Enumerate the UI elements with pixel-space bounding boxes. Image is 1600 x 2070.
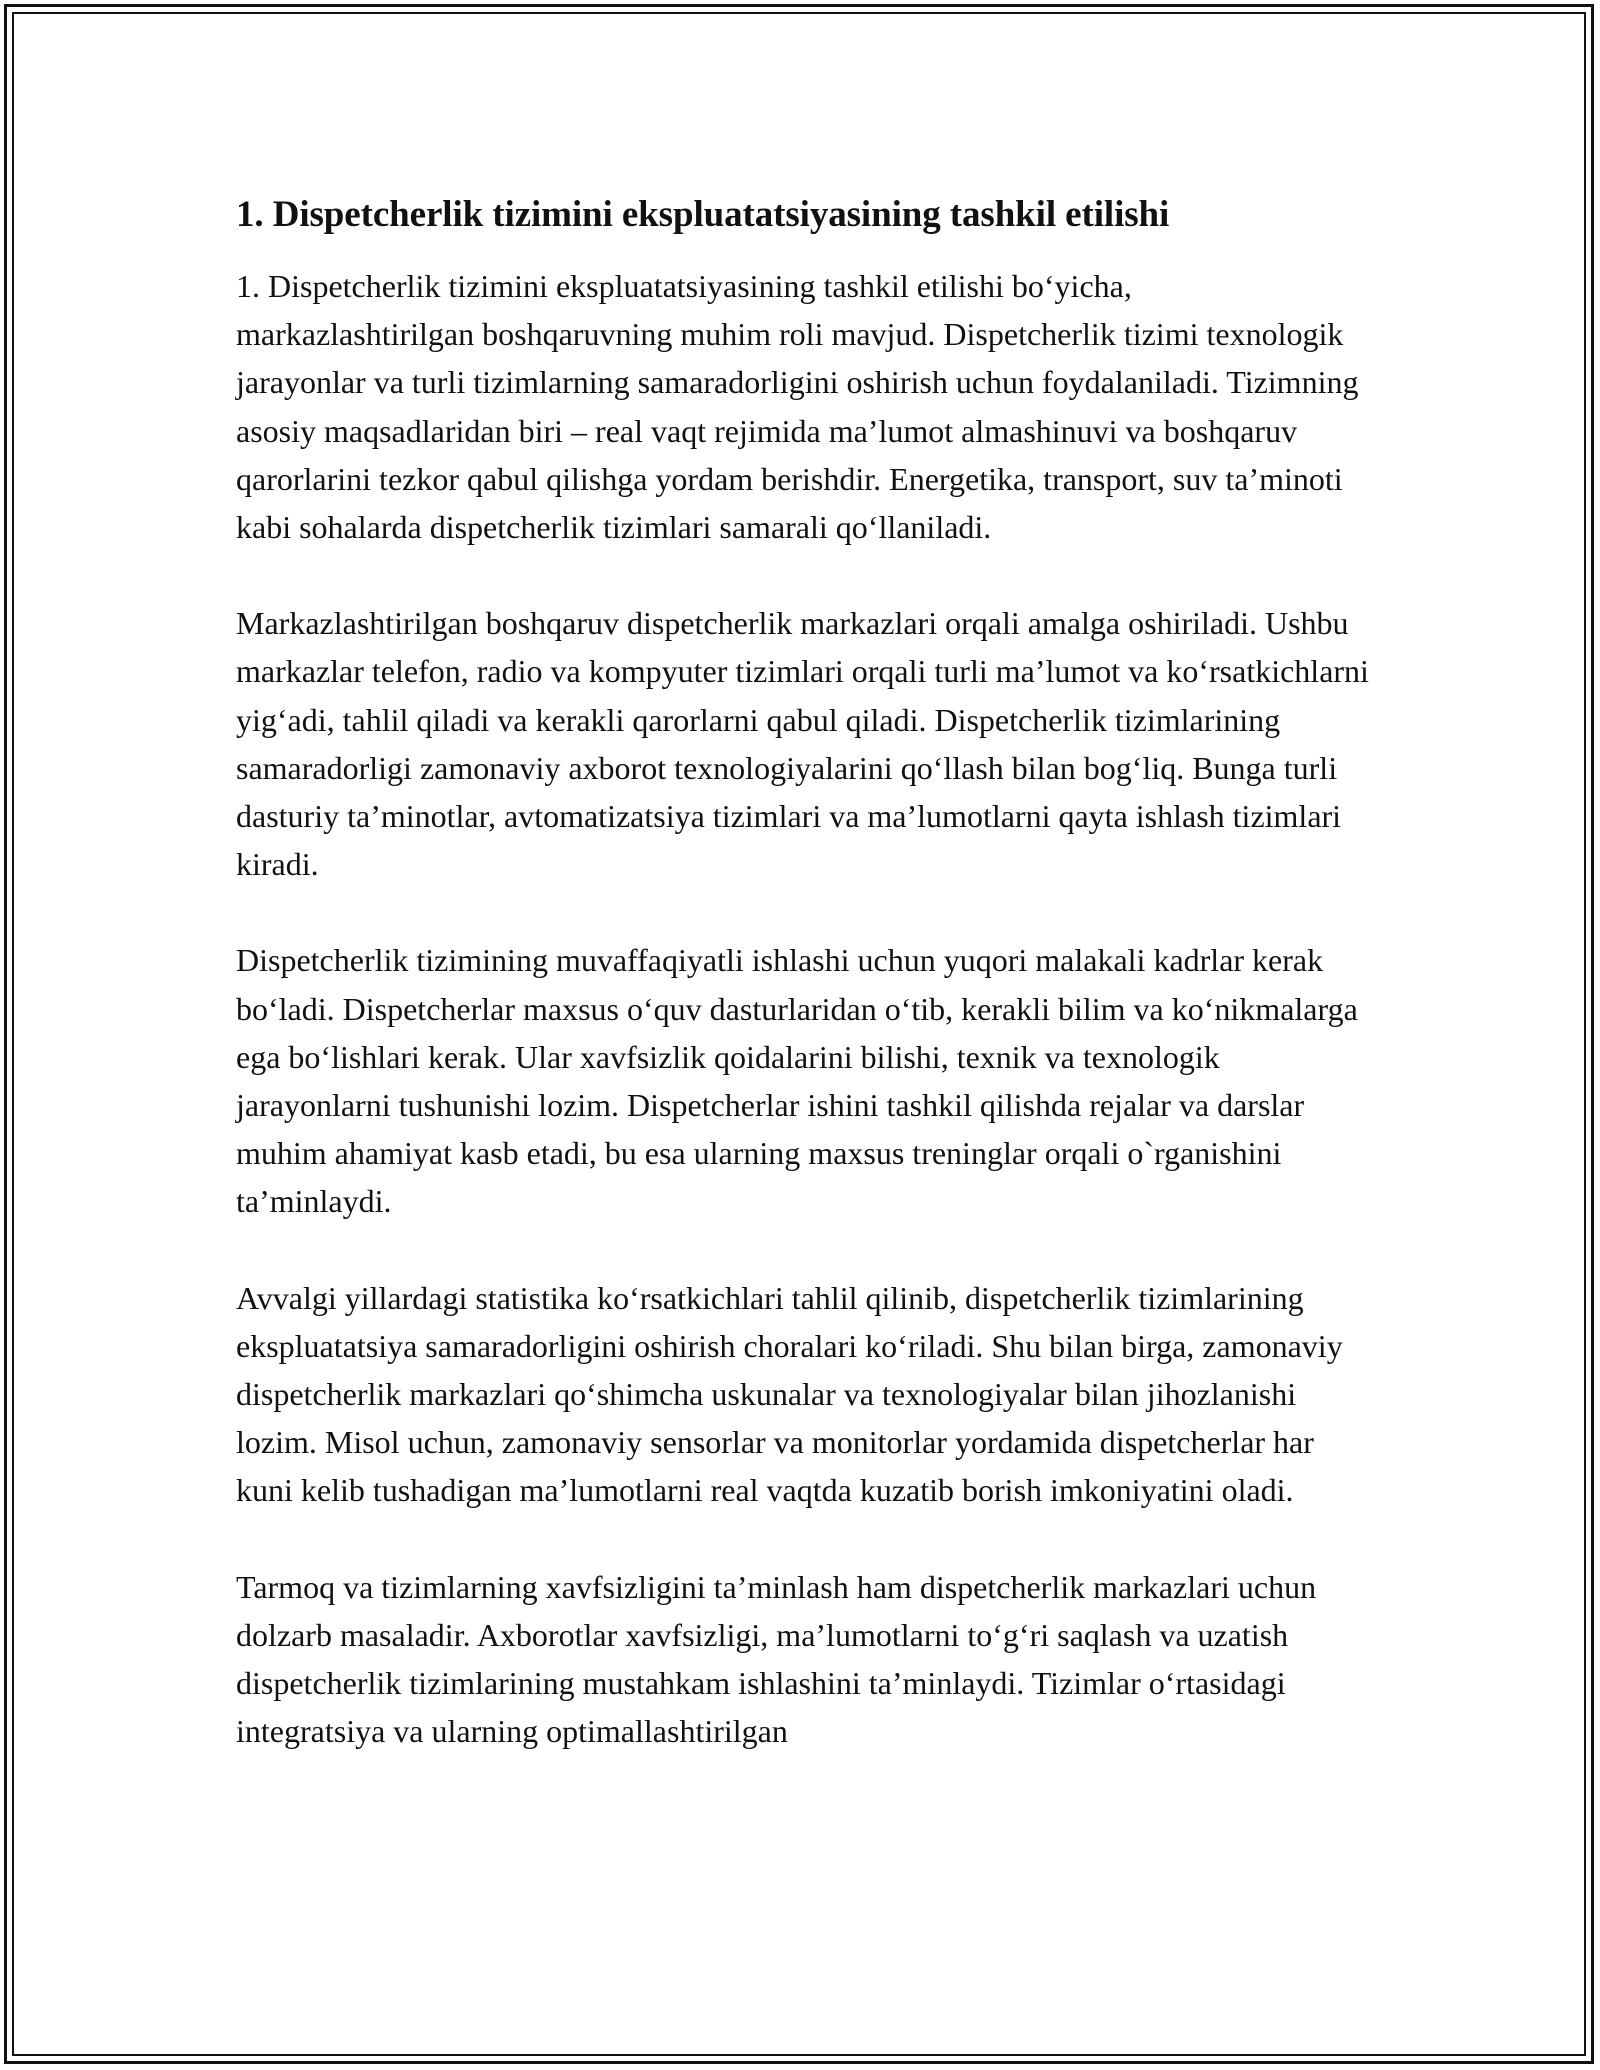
paragraph-3: Dispetcherlik tizimining muvaffaqiyatli ishlashi uchun yuqori malakali kadrlar kerak bo‘ladi. Dispetcherlar maxsus o‘quv dasturlaridan o‘tib, kerakli bilim va ko‘nikmalarga ega bo‘lishlari kerak. Ular xavfsizlik qoidalarini bilishi, texnik va texnologik jarayonlarni tushunishi lozim. Dispetcherlar ishini tashkil qilishda rejalar va darslar muhim ahamiyat kasb etadi, bu esa ularning maxsus treninglar orqali o`rganishini ta’minlaydi. (236, 942, 1358, 1220)
paragraph-5: Tarmoq va tizimlarning xavfsizligini ta’minlash ham dispetcherlik markazlari uchun dolzarb masaladir. Axborotlar xavfsizligi, ma’lumotlarni to‘g‘ri saqlash va uzatish dispetcherlik tizimlarining mustahkam ishlashini ta’minlaydi. Tizimlar o‘rtasidagi integratsiya va ularning optimallashtirilgan (236, 1568, 1317, 1750)
page-title: 1. Dispetcherlik tizimini ekspluatatsiyasining tashkil etilishi (236, 194, 1170, 235)
paragraph-2: Markazlashtirilgan boshqaruv dispetcherlik markazlari orqali amalga oshiriladi. Ushbu markazlar telefon, radio va kompyuter tizimlari orqali turli ma’lumot va ko‘rsatkichlarni yig‘adi, tahlil qiladi va kerakli qarorlarni qabul qiladi. Dispetcherlik tizimlarining samaradorligi zamonaviy axborot texnologiyalarini qo‘llash bilan bog‘liq. Bunga turli dasturiy ta’minotlar, avtomatizatsiya tizimlari va ma’lumotlarni qayta ishlash tizimlari kiradi. (236, 605, 1369, 883)
document-content (236, 190, 1376, 1803)
paragraph-1: 1. Dispetcherlik tizimini ekspluatatsiyasining tashkil etilishi bo‘yicha, markazlashtirilgan boshqaruvning muhim roli mavjud. Dispetcherlik tizimi texnologik jarayonlar va turli tizimlarning samaradorligini oshirish uchun foydalaniladi. Tizimning asosiy maqsadlaridan biri – real vaqt rejimida ma’lumot almashinuvi va boshqaruv qarorlarini tezkor qabul qilishga yordam berishdir. Energetika, transport, suv ta’minoti kabi sohalarda dispetcherlik tizimlari samarali qo‘llaniladi. (236, 268, 1359, 546)
paragraph-4: Avvalgi yillardagi statistika ko‘rsatkichlari tahlil qilinib, dispetcherlik tizimlarining ekspluatatsiya samaradorligini oshirish choralari ko‘riladi. Shu bilan birga, zamonaviy dispetcherlik markazlari qo‘shimcha uskunalar va texnologiyalar bilan jihozlanishi lozim. Misol uchun, zamonaviy sensorlar va monitorlar yordamida dispetcherlar har kuni kelib tushadigan ma’lumotlarni real vaqtda kuzatib borish imkoniyatini oladi. (236, 1279, 1343, 1509)
